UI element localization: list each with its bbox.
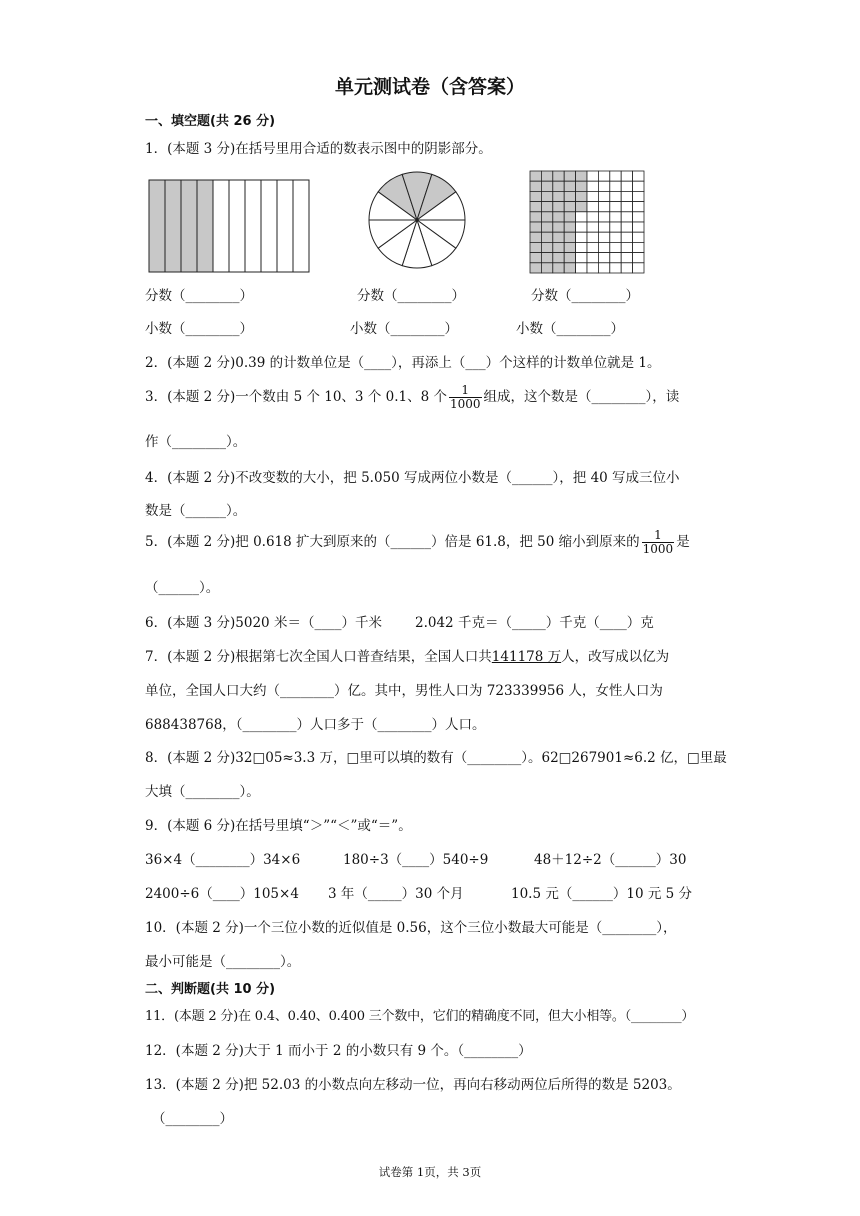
- bar-strip: [277, 180, 293, 272]
- grid-cell: [621, 212, 632, 222]
- decimal-answer-3[interactable]: 小数（________）: [516, 321, 624, 337]
- grid-cell: [553, 191, 564, 201]
- bar-strip: [293, 180, 309, 272]
- grid-cell: [610, 263, 621, 273]
- page-footer: 试卷第 1页，共 3页: [378, 1165, 482, 1179]
- grid-cell: [553, 222, 564, 232]
- question-7-line-2: 单位，全国人口大约（________）亿。其中，男性人口为 723339956 人，女性人口为: [145, 683, 663, 699]
- grid-cell: [553, 181, 564, 191]
- grid-cell: [633, 171, 644, 181]
- grid-cell: [633, 202, 644, 212]
- section-heading-true-false: 二、判断题(共 10 分): [145, 982, 276, 997]
- comparison-item[interactable]: 36×4（________）34×6: [145, 852, 301, 868]
- comparison-item[interactable]: 3 年（_____）30 个月: [328, 886, 464, 902]
- grid-cell: [598, 202, 609, 212]
- fraction-one-thousandth: [449, 384, 482, 411]
- grid-cell: [564, 222, 575, 232]
- grid-cell: [633, 181, 644, 191]
- grid-cell: [587, 232, 598, 242]
- comparison-item[interactable]: 180÷3（____）540÷9: [343, 852, 489, 868]
- bar-strip: [197, 180, 213, 272]
- fraction-answer-2[interactable]: 分数（________）: [357, 288, 465, 304]
- question-3-part-b: 组成，这个数是（________），读: [483, 389, 680, 405]
- grid-cell: [564, 232, 575, 242]
- grid-cell: [530, 181, 541, 191]
- grid-cell: [576, 253, 587, 263]
- grid-cell: [530, 253, 541, 263]
- grid-cell: [587, 212, 598, 222]
- grid-cell: [587, 191, 598, 201]
- grid-cell: [576, 202, 587, 212]
- grid-cell: [598, 242, 609, 252]
- question-13-line-1: 13．(本题 2 分)把 52.03 的小数点向左移动一位，再向右移动两位后所得的数是 5203。: [145, 1077, 681, 1093]
- grid-cell: [553, 242, 564, 252]
- grid-cell: [530, 263, 541, 273]
- fraction-denominator: 1000: [449, 397, 481, 411]
- question-3-line-2: 作（________）。: [145, 434, 247, 450]
- bar-strip: [149, 180, 165, 272]
- grid-cell: [530, 202, 541, 212]
- comparison-item[interactable]: 2400÷6（____）105×4: [145, 886, 299, 902]
- grid-cell: [598, 212, 609, 222]
- grid-cell: [564, 242, 575, 252]
- grid-cell: [530, 242, 541, 252]
- grid-cell: [553, 253, 564, 263]
- question-5-line-2: （______）。: [145, 580, 220, 596]
- grid-cell: [564, 191, 575, 201]
- question-5-part-a: 5．(本题 2 分)把 0.618 扩大到原来的（______）倍是 61.8，把 50 缩小到原来的: [145, 534, 640, 550]
- question-9-text: 9．(本题 6 分)在括号里填“＞”“＜”或“＝”。: [145, 818, 412, 834]
- question-8-line-1: 8．(本题 2 分)32□05≈3.3 万，□里可以填的数有（________）。62□267901≈6.2 亿，□里最: [145, 750, 727, 766]
- grid-cell: [564, 171, 575, 181]
- grid-cell: [621, 191, 632, 201]
- grid-cell: [541, 253, 552, 263]
- bar-strip: [181, 180, 197, 272]
- grid-cell: [587, 202, 598, 212]
- question-7-line-1: [145, 649, 669, 665]
- grid-cell: [587, 171, 598, 181]
- question-6-part-b: 2.042 千克＝（_____）千克（____）克: [415, 615, 654, 631]
- grid-cell: [553, 212, 564, 222]
- question-8-line-2: 大填（________）。: [145, 784, 260, 800]
- question-2-text: 2．(本题 2 分)0.39 的计数单位是（____），再添上（___）个这样的计数单位就是 1。: [145, 355, 661, 371]
- grid-cell: [576, 242, 587, 252]
- grid-cell: [598, 191, 609, 201]
- grid-cell: [564, 202, 575, 212]
- grid-cell: [541, 181, 552, 191]
- question-5-line-1: [145, 525, 690, 559]
- question-5-part-b: 是: [676, 534, 690, 550]
- question-4-line-2: 数是（______）。: [145, 503, 247, 519]
- grid-cell: [530, 222, 541, 232]
- grid-cell: [610, 191, 621, 201]
- grid-cell: [598, 232, 609, 242]
- grid-cell: [587, 181, 598, 191]
- question-7-line-1-a: 7．(本题 2 分)根据第七次全国人口普查结果，全国人口共: [145, 649, 492, 665]
- bar-strip: [165, 180, 181, 272]
- section-heading-fill-in: 一、填空题(共 26 分): [145, 114, 276, 129]
- grid-cell: [576, 263, 587, 273]
- comparison-item[interactable]: 48＋12÷2（______）30: [534, 852, 687, 868]
- grid-cell: [633, 212, 644, 222]
- grid-cell: [610, 232, 621, 242]
- grid-cell: [610, 171, 621, 181]
- grid-cell: [598, 263, 609, 273]
- grid-cell: [621, 242, 632, 252]
- question-12-text: 12．(本题 2 分)大于 1 而小于 2 的小数只有 9 个。（________）: [145, 1043, 532, 1059]
- grid-cell: [564, 181, 575, 191]
- grid-cell: [598, 171, 609, 181]
- grid-cell: [621, 232, 632, 242]
- grid-cell: [530, 191, 541, 201]
- grid-cell: [553, 202, 564, 212]
- grid-cell: [576, 171, 587, 181]
- fraction-answer-1[interactable]: 分数（________）: [145, 288, 253, 304]
- grid-cell: [530, 171, 541, 181]
- grid-cell: [610, 181, 621, 191]
- grid-cell: [541, 202, 552, 212]
- grid-cell: [633, 242, 644, 252]
- question-4-line-1: 4．(本题 2 分)不改变数的大小，把 5.050 写成两位小数是（______），把 40 写成三位小: [145, 470, 680, 486]
- bar-strip: [261, 180, 277, 272]
- grid-cell: [541, 242, 552, 252]
- grid-cell: [621, 263, 632, 273]
- grid-cell: [587, 242, 598, 252]
- grid-cell: [587, 253, 598, 263]
- bar-strip: [229, 180, 245, 272]
- question-10-line-2: 最小可能是（________）。: [145, 954, 301, 970]
- question-6-part-a: 6．(本题 3 分)5020 米＝（____）千米: [145, 615, 382, 631]
- grid-cell: [610, 222, 621, 232]
- grid-cell: [576, 181, 587, 191]
- grid-figure: [529, 170, 645, 274]
- grid-cell: [564, 253, 575, 263]
- fraction-numerator: 1: [642, 529, 675, 543]
- grid-cell: [564, 212, 575, 222]
- grid-cell: [621, 181, 632, 191]
- circle-figure: [367, 170, 467, 270]
- decimal-answer-1[interactable]: 小数（________）: [145, 321, 253, 337]
- grid-cell: [621, 253, 632, 263]
- grid-cell: [610, 242, 621, 252]
- grid-cell: [541, 263, 552, 273]
- fraction-answer-3[interactable]: 分数（________）: [531, 288, 639, 304]
- bar-strip: [245, 180, 261, 272]
- grid-cell: [598, 181, 609, 191]
- fraction-denominator: 1000: [642, 542, 674, 556]
- question-3-part-a: 3．(本题 2 分)一个数由 5 个 10、3 个 0.1、8 个: [145, 389, 447, 405]
- question-7-line-1-b: 人，改写成以亿为: [561, 649, 670, 665]
- bar-figure: [148, 179, 310, 273]
- population-figure: 141178 万: [491, 649, 562, 665]
- fraction-one-thousandth: [642, 529, 675, 556]
- question-7-line-3: 688438768，（________）人口多于（________）人口。: [145, 717, 486, 733]
- grid-cell: [610, 253, 621, 263]
- grid-cell: [587, 222, 598, 232]
- grid-cell: [530, 212, 541, 222]
- question-10-line-1: 10．(本题 2 分)一个三位小数的近似值是 0.56，这个三位小数最大可能是（________），: [145, 920, 677, 936]
- grid-cell: [633, 263, 644, 273]
- question-3-line-1: [145, 380, 679, 414]
- question-1-text: 1．(本题 3 分)在括号里用合适的数表示图中的阴影部分。: [145, 141, 492, 157]
- grid-cell: [598, 253, 609, 263]
- grid-cell: [541, 212, 552, 222]
- grid-cell: [621, 171, 632, 181]
- grid-cell: [633, 222, 644, 232]
- grid-cell: [598, 222, 609, 232]
- grid-cell: [541, 171, 552, 181]
- grid-cell: [553, 263, 564, 273]
- comparison-item[interactable]: 10.5 元（______）10 元 5 分: [511, 886, 692, 902]
- grid-cell: [633, 191, 644, 201]
- grid-cell: [621, 222, 632, 232]
- grid-cell: [633, 232, 644, 242]
- grid-cell: [576, 212, 587, 222]
- grid-cell: [553, 232, 564, 242]
- grid-cell: [541, 232, 552, 242]
- decimal-answer-2[interactable]: 小数（________）: [350, 321, 458, 337]
- grid-cell: [576, 222, 587, 232]
- grid-cell: [610, 202, 621, 212]
- grid-cell: [564, 263, 575, 273]
- grid-cell: [553, 171, 564, 181]
- fraction-numerator: 1: [449, 384, 482, 398]
- grid-cell: [587, 263, 598, 273]
- grid-cell: [541, 222, 552, 232]
- question-13-line-2[interactable]: （________）: [152, 1111, 233, 1127]
- grid-cell: [576, 232, 587, 242]
- grid-cell: [541, 191, 552, 201]
- bar-strip: [213, 180, 229, 272]
- grid-cell: [621, 202, 632, 212]
- question-11-text: 11．(本题 2 分)在 0.4、0.40、0.400 三个数中，它们的精确度不同，但大小相等。（________）: [145, 1009, 695, 1024]
- grid-cell: [633, 253, 644, 263]
- grid-cell: [576, 191, 587, 201]
- grid-cell: [530, 232, 541, 242]
- grid-cell: [610, 212, 621, 222]
- page-title: 单元测试卷（含答案）: [334, 76, 525, 98]
